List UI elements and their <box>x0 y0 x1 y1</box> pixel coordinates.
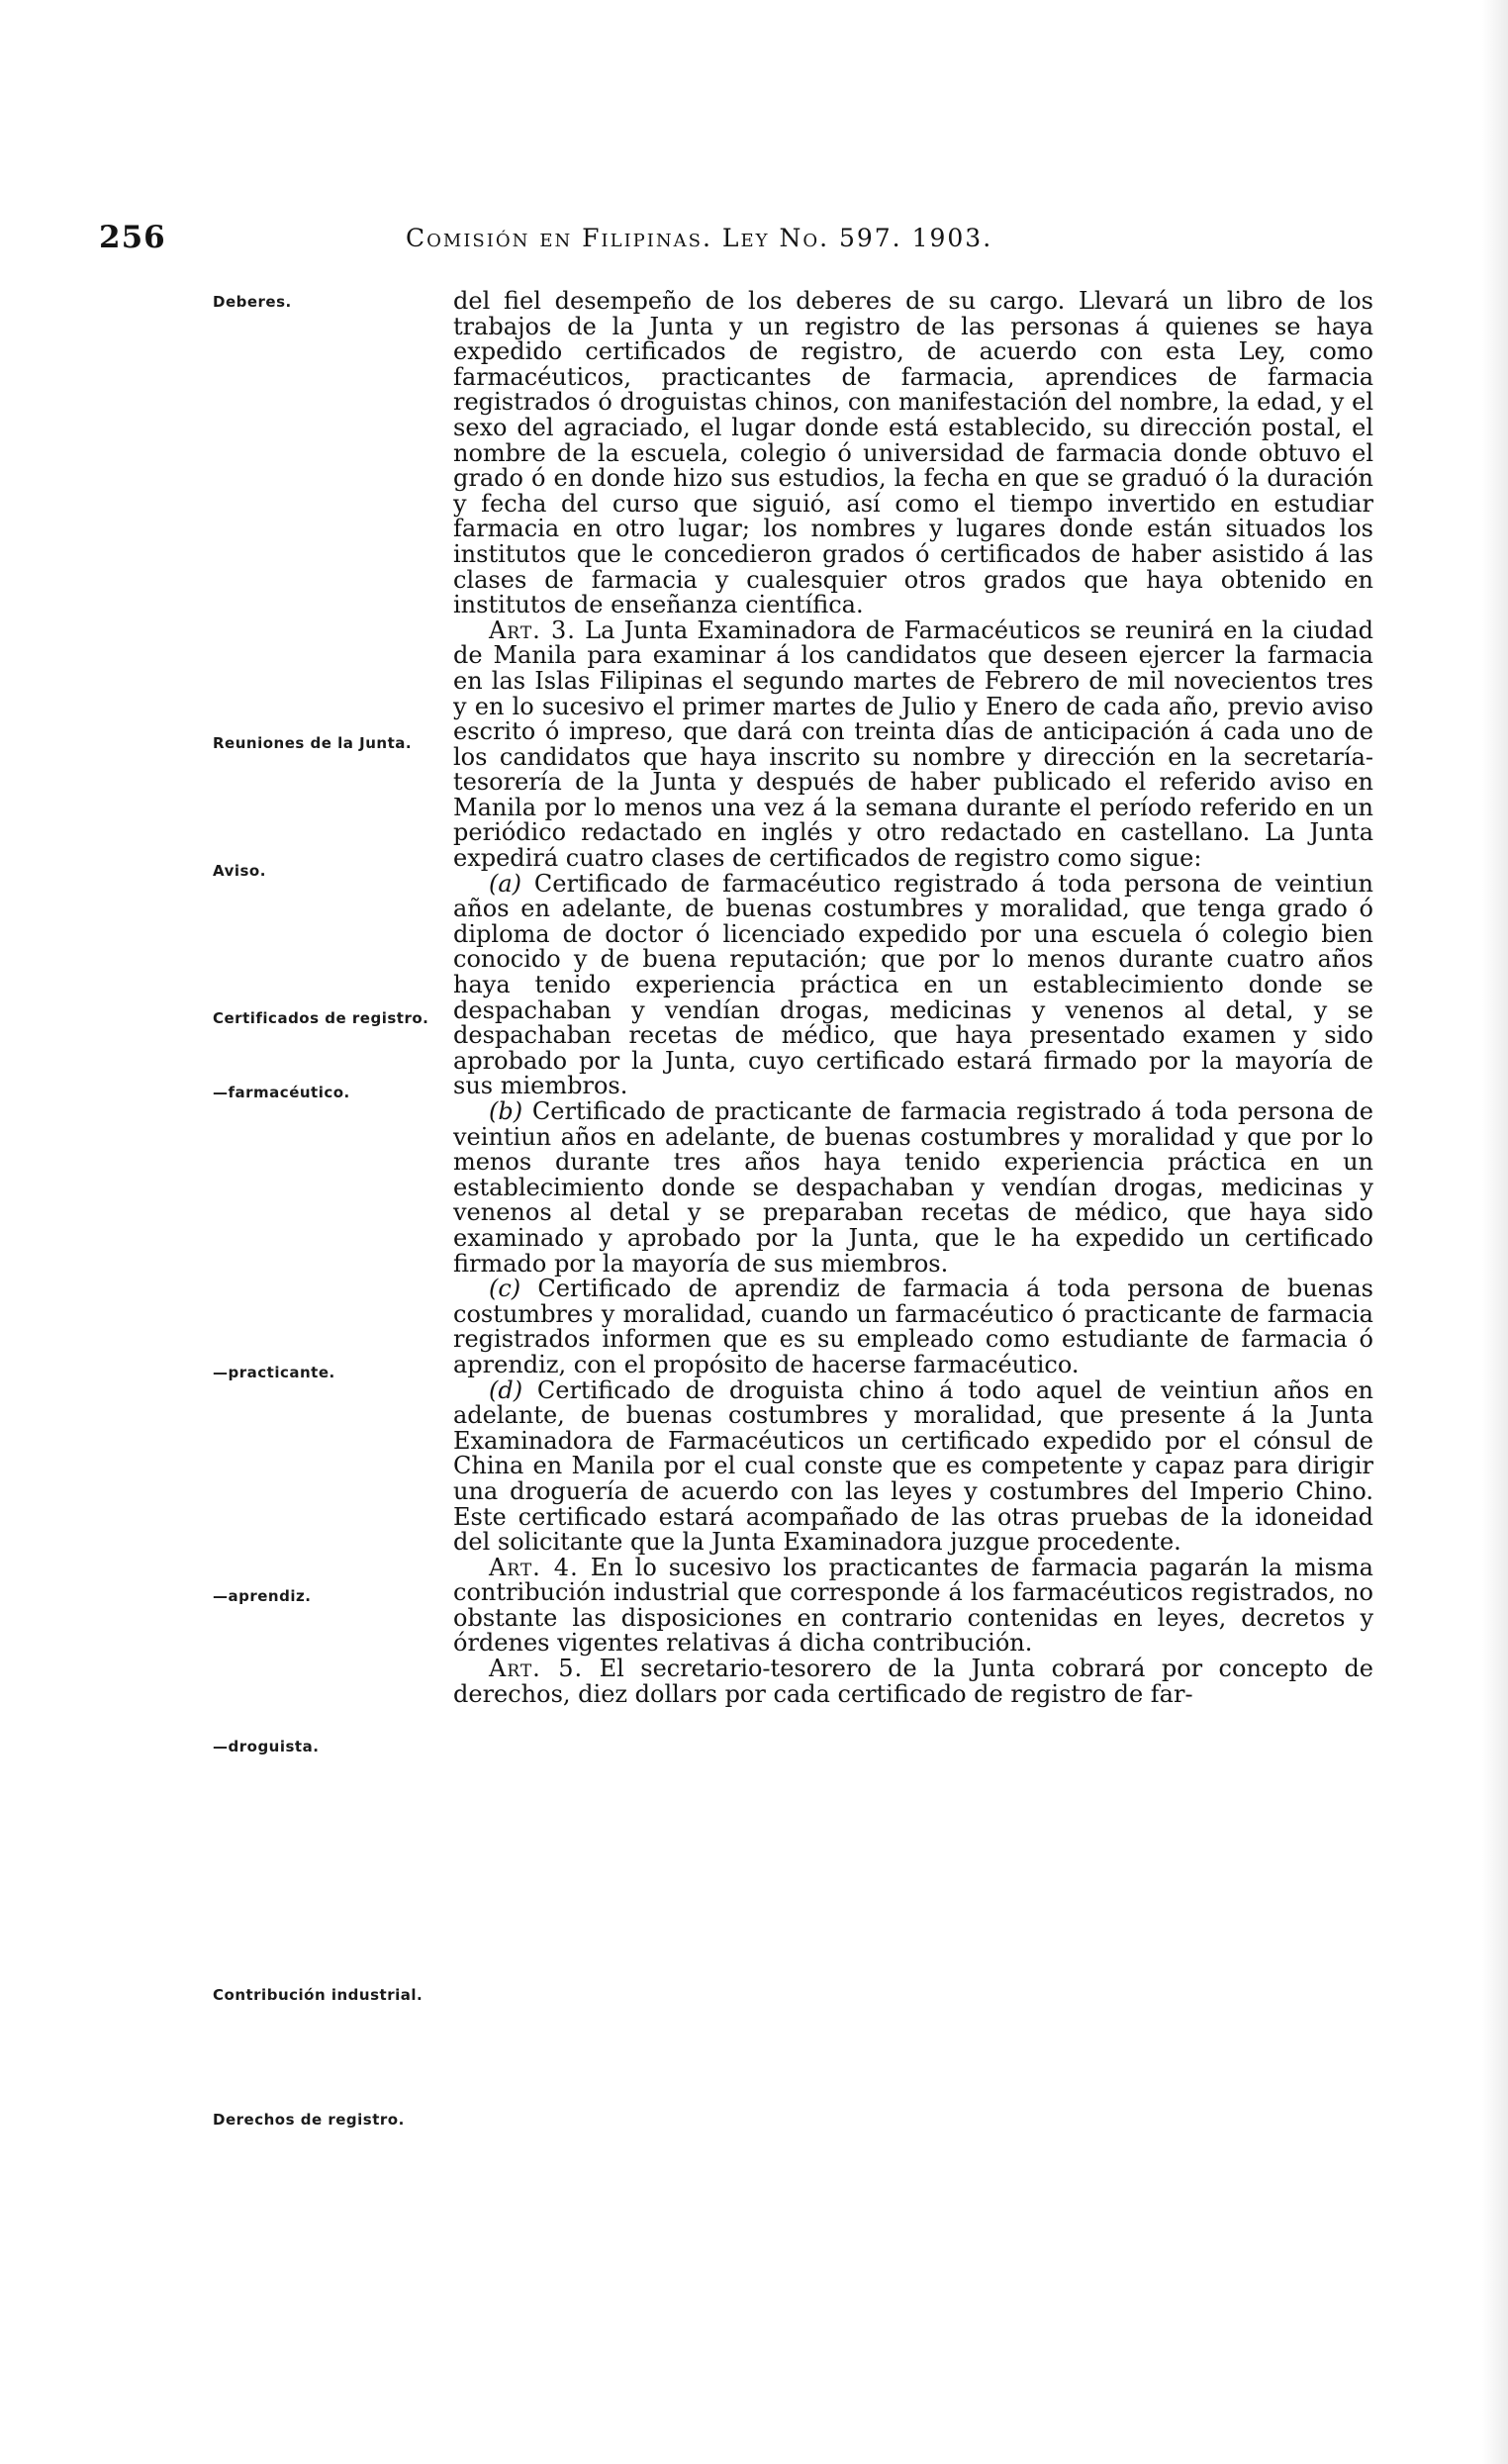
paragraph-art-4 <box>453 1553 1373 1658</box>
page-number: 256 <box>99 220 166 255</box>
running-title: Comisión en Filipinas. Ley No. 597. 1903. <box>406 224 993 252</box>
margin-note-practicante: —practicante. <box>213 1364 335 1381</box>
item-label: (c) <box>489 1275 521 1303</box>
paragraph-text: En lo sucesivo los practicantes de farmacia pagarán la misma contribución industrial que corresponde á los farmacéuticos registrados, no obstante las disposiciones en contrario contenidas en leyes, decretos y órdenes vigentes relativas á dicha contribución. <box>453 1553 1373 1658</box>
margin-note-deberes: Deberes. <box>213 293 292 311</box>
paragraph-text: Certificado de aprendiz de farmacia á toda persona de buenas costumbres y moralidad, cuando un farmacéutico ó practicante de farmacia registrados informen que es su empleado como estudiante de farmacia ó aprendiz, con el propósito de hacerse farmacéutico. <box>453 1275 1373 1378</box>
paragraph-b <box>453 1099 1373 1277</box>
margin-note-contribucion: Contribución industrial. <box>213 1986 424 2004</box>
paragraph-text: Certificado de droguista chino á todo aquel de veintiun años en adelante, de buenas costumbres y moralidad, que presente á la Junta Examinadora de Farmacéuticos un certificado expedido por el cónsul de China en Manila por el cual conste que es competente y capaz para dirigir una droguería de acuerdo con las leyes y costumbres del Imperio Chino. Este certificado estará acompañado de las otras pruebas de la idoneidad del solicitante que la Junta Examinadora juzgue procedente. <box>453 1375 1373 1557</box>
paragraph-c <box>453 1277 1373 1377</box>
page-header <box>99 220 1247 259</box>
article-label: Art. 4. <box>489 1553 579 1581</box>
paragraph-a <box>453 869 1373 1100</box>
body-text <box>453 289 1373 1707</box>
margin-note-derechos: Derechos de registro. <box>213 2111 405 2129</box>
paragraph-text: Certificado de farmacéutico registrado á toda persona de veintiun años en adelante, de buenas costumbres y moralidad, que tenga grado ó diploma de doctor ó licenciado expedido por una escuela ó colegio bien conocido y de buena reputación; que por lo menos durante cuatro años haya tenido experiencia práctica en un establecimiento donde se despachaban y vendían drogas, medicinas y venenos al detal, y se despachaban recetas de médico, que haya presentado examen y sido aprobado por la Junta, cuyo certificado estará firmado por la mayoría de sus miembros. <box>453 869 1373 1100</box>
margin-note-reuniones: Reuniones de la Junta. <box>213 734 413 752</box>
paragraph-art-5 <box>453 1657 1373 1707</box>
margin-note-droguista: —droguista. <box>213 1738 320 1755</box>
item-label: (a) <box>489 869 522 898</box>
margin-note-aprendiz: —aprendiz. <box>213 1587 312 1605</box>
article-label: Art. 3. <box>489 616 576 644</box>
paragraph-art-3 <box>453 618 1373 872</box>
paragraph-d <box>453 1375 1373 1557</box>
margin-note-certificados: Certificados de registro. <box>213 1009 429 1027</box>
paragraph-text: del fiel desempeño de los deberes de su cargo. Llevará un libro de los trabajos de la Junta y un registro de las personas á quienes se haya expedido certificados de registro, de acuerdo con esta Ley, como farmacéuticos, practicantes de farmacia, aprendices de farmacia registrados ó droguistas chinos, con manifestación del nombre, la edad, y el sexo del agraciado, el lugar donde está establecido, su dirección postal, el nombre de la escuela, colegio ó universidad de farmacia donde obtuvo el grado ó en donde hizo sus estudios, la fecha en que se graduó ó la duración y fecha del curso que siguió, así como el tiempo invertido en estudiar farmacia en otro lugar; los nombres y lugares donde están situados los institutos que le concedieron grados ó certificados de haber asistido á las clases de farmacia y cualesquier otros grados que haya obtenido en institutos de enseñanza científica. <box>453 287 1373 619</box>
item-label: (b) <box>489 1097 523 1125</box>
paragraph-text: El secretario-tesorero de la Junta cobrará por concepto de derechos, diez dollars por cada certificado de registro de far- <box>453 1655 1374 1708</box>
paragraph-deberes <box>453 289 1373 618</box>
paragraph-text: La Junta Examinadora de Farmacéuticos se reunirá en la ciudad de Manila para examinar á los candidatos que deseen ejercer la farmacia en las Islas Filipinas el segundo martes de Febrero de mil novecientos tres y en lo sucesivo el primer martes de Julio y Enero de cada año, previo aviso escrito ó impreso, que dará con treinta días de anticipación á cada uno de los candidatos que haya inscrito su nombre y dirección en la secretaría-tesorería de la Junta y después de haber publicado el referido aviso en Manila por lo menos una vez á la semana durante el período referido en un periódico redactado en inglés y otro redactado en castellano. La Junta expedirá cuatro clases de certificados de registro como sigue: <box>453 616 1374 873</box>
article-label: Art. 5. <box>489 1655 584 1683</box>
margin-note-farmaceutico: —farmacéutico. <box>213 1084 350 1101</box>
page-edge-shadow <box>1482 0 1508 2464</box>
margin-note-aviso: Aviso. <box>213 862 266 880</box>
item-label: (d) <box>489 1375 523 1404</box>
paragraph-text: Certificado de practicante de farmacia registrado á toda persona de veintiun años en adelante, de buenas costumbres y moralidad y que por lo menos durante tres años haya tenido experiencia práctica en un establecimiento donde se despachaban y vendían drogas, medicinas y venenos al detal y se preparaban recetas de médico, que haya sido examinado y aprobado por la Junta, que le ha expedido un certificado firmado por la mayoría de sus miembros. <box>453 1097 1373 1278</box>
